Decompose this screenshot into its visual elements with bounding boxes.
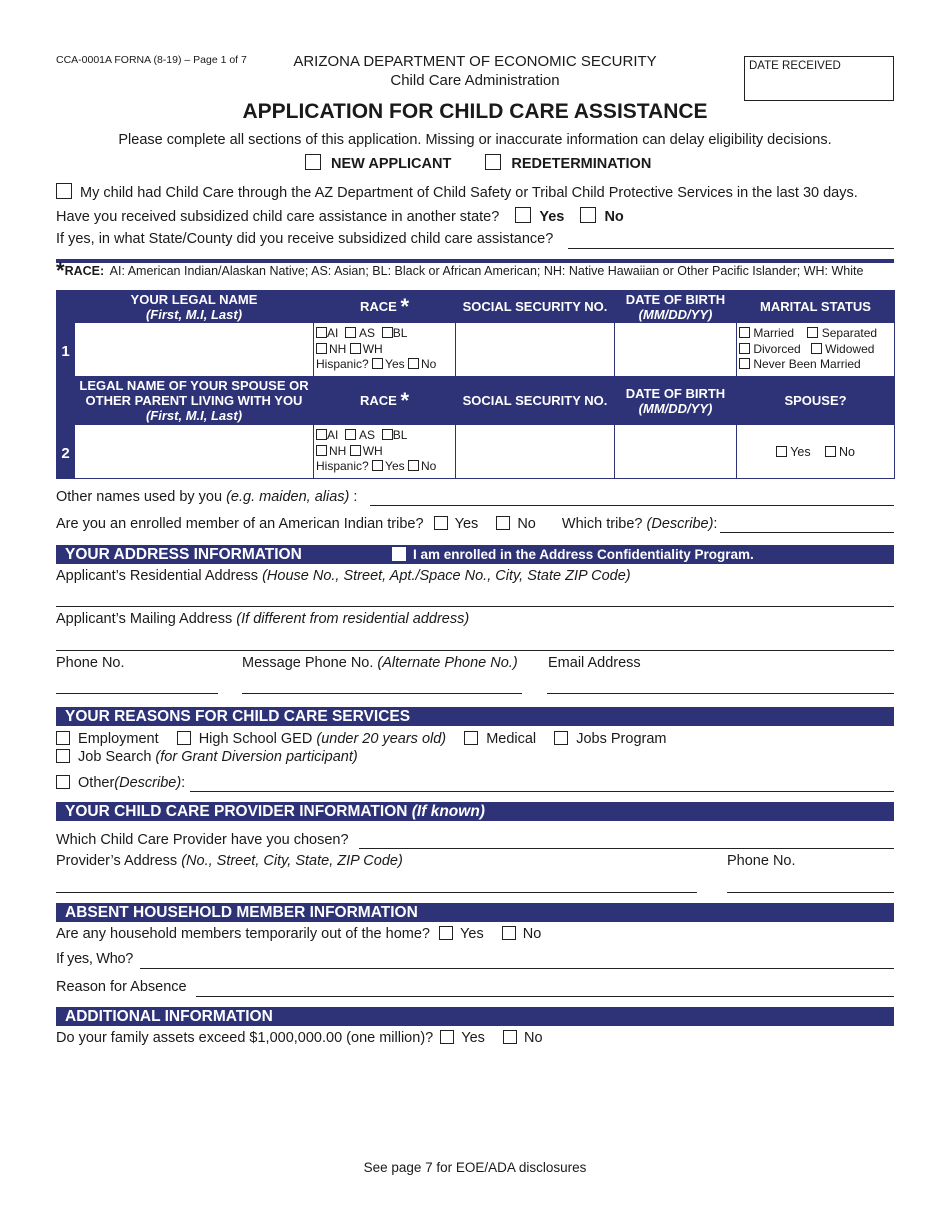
row2-name-input[interactable]: [75, 425, 314, 479]
absent-band: ABSENT HOUSEHOLD MEMBER INFORMATION: [56, 903, 894, 922]
row2-race-star: *: [400, 388, 410, 413]
residential-address-label: Applicant’s Residential Address: [56, 568, 259, 584]
spouse-no-label: No: [839, 444, 856, 459]
row2-ssn-header: SOCIAL SECURITY NO.: [456, 377, 615, 425]
which-tribe-input[interactable]: [720, 532, 894, 533]
redetermination-checkbox[interactable]: [485, 154, 501, 170]
email-input[interactable]: [547, 693, 894, 694]
provider-address-hint: (No., Street, City, State, ZIP Code): [181, 853, 403, 869]
row2-dob-input[interactable]: [615, 425, 737, 479]
row2-as-label: AS: [359, 428, 376, 442]
jobs-program-checkbox[interactable]: [554, 731, 568, 745]
additional-band: ADDITIONAL INFORMATION: [56, 1007, 894, 1026]
date-received-label: DATE RECEIVED: [749, 60, 841, 72]
reasons-band: YOUR REASONS FOR CHILD CARE SERVICES: [56, 707, 894, 726]
race-legend: [56, 258, 864, 283]
row1-race-header-label: RACE: [359, 299, 397, 314]
other-reason-checkbox[interactable]: [56, 775, 70, 789]
assets-yes-checkbox[interactable]: [440, 1030, 454, 1044]
married-checkbox[interactable]: [739, 327, 750, 338]
row1-dob-header: [615, 291, 737, 323]
row1-ssn-header: SOCIAL SECURITY NO.: [456, 291, 615, 323]
row1-as-checkbox[interactable]: [345, 327, 356, 338]
other-state-question: Have you received subsidized child care assistance in another state?: [56, 209, 500, 225]
row2-name-header-label: LEGAL NAME OF YOUR SPOUSE OR OTHER PARENT LIVING WITH YOU: [79, 378, 309, 408]
absent-no-checkbox[interactable]: [502, 926, 516, 940]
row2-number-cell: [57, 377, 75, 479]
dcs-row: [56, 183, 858, 201]
employment-checkbox[interactable]: [56, 731, 70, 745]
other-names-label: Other names used by you: [56, 489, 223, 505]
tribe-yes-label: Yes: [454, 516, 479, 532]
medical-checkbox[interactable]: [464, 731, 478, 745]
row1-number: 1: [61, 343, 70, 360]
row2-spouse-header: SPOUSE?: [737, 377, 895, 425]
tribe-yes-checkbox[interactable]: [434, 516, 448, 530]
row1-dob-header-label: DATE OF BIRTH: [625, 291, 726, 307]
row1-data: [57, 323, 895, 377]
mailing-address-label: Applicant’s Mailing Address: [56, 611, 233, 627]
row2-as-checkbox[interactable]: [345, 429, 356, 440]
row1-wh-checkbox[interactable]: [350, 343, 361, 354]
row2-spouse-options: [737, 425, 895, 479]
row2-hispanic-yes-checkbox[interactable]: [372, 460, 383, 471]
job-search-checkbox[interactable]: [56, 749, 70, 763]
tribe-row: [56, 516, 717, 532]
other-state-row: [56, 207, 624, 225]
row2-dob-header-label: DATE OF BIRTH: [625, 385, 726, 401]
row2-dob-header: [615, 377, 737, 425]
medical-label: Medical: [486, 731, 537, 747]
row1-bl-checkbox[interactable]: [382, 327, 393, 338]
state-county-question: If yes, in what State/County did you receive subsidized child care assistance?: [56, 231, 554, 247]
agency-name: ARIZONA DEPARTMENT OF ECONOMIC SECURITY: [293, 53, 657, 70]
provider-which-input[interactable]: [359, 848, 894, 849]
row1-marital-header: MARITAL STATUS: [737, 291, 895, 323]
other-reason-input[interactable]: [190, 791, 894, 792]
division-name: Child Care Administration: [390, 72, 560, 89]
row1-race-header: [314, 291, 456, 323]
row1-dob-header-sub: (MM/DD/YY): [638, 306, 713, 322]
job-search-label: Job Search: [78, 749, 152, 765]
separated-label: Separated: [821, 326, 878, 340]
phone-input[interactable]: [56, 693, 218, 694]
absent-reason-label: Reason for Absence: [56, 979, 187, 995]
ged-label: High School GED: [198, 731, 313, 747]
row2-nh-checkbox[interactable]: [316, 445, 327, 456]
row2-ai-checkbox[interactable]: [316, 429, 327, 440]
row2-bl-checkbox[interactable]: [382, 429, 393, 440]
household-table: [56, 290, 895, 479]
other-names-row: [56, 489, 357, 505]
row1-name-input[interactable]: [75, 323, 314, 377]
job-search-hint: (for Grant Diversion participant): [155, 749, 358, 765]
row2-hispanic-label: Hispanic?: [316, 459, 369, 473]
row2-hispanic-no-checkbox[interactable]: [408, 460, 419, 471]
row1-hispanic-label: Hispanic?: [316, 357, 369, 371]
message-phone-row: [242, 655, 518, 671]
provider-address-input[interactable]: [56, 892, 697, 893]
row1-as-label: AS: [359, 326, 376, 340]
state-county-input[interactable]: [568, 248, 894, 249]
row1-hispanic-no-label: No: [420, 357, 437, 371]
jobs-program-label: Jobs Program: [576, 731, 667, 747]
row1-hispanic-yes-label: Yes: [385, 357, 405, 371]
row1-nh-label: NH: [329, 341, 347, 356]
form-code: CCA-0001A FORNA (8-19) – Page 1 of 7: [56, 54, 247, 66]
row2-data: [57, 425, 895, 479]
absent-reason-input[interactable]: [196, 996, 894, 997]
tribe-no-checkbox[interactable]: [496, 516, 510, 530]
new-applicant-checkbox[interactable]: [305, 154, 321, 170]
reasons-row-3: [56, 775, 185, 791]
other-state-yes-label: Yes: [539, 209, 565, 225]
residential-address-input[interactable]: [56, 606, 894, 607]
provider-band-hint: (If known): [411, 803, 485, 820]
which-tribe-label: Which tribe?: [561, 516, 643, 532]
other-reason-hint: (Describe): [114, 775, 182, 791]
assets-row: [56, 1030, 543, 1046]
acp-label: I am enrolled in the Address Confidentiality Program.: [413, 547, 754, 562]
row2-name-header: [75, 377, 314, 425]
absent-question-row: [56, 926, 541, 942]
assets-question: Do your family assets exceed $1,000,000.00 (one million)?: [56, 1030, 434, 1046]
footer-note: See page 7 for EOE/ADA disclosures: [363, 1160, 587, 1175]
absent-who-input[interactable]: [140, 968, 894, 969]
race-legend-label: RACE:: [64, 264, 105, 278]
ged-hint: (under 20 years old): [316, 731, 447, 747]
provider-address-row: [56, 853, 403, 869]
row2-race-header: [314, 377, 456, 425]
page-title: APPLICATION FOR CHILD CARE ASSISTANCE: [242, 100, 708, 123]
other-reason-colon: :: [181, 775, 186, 791]
row1-name-header: [75, 291, 314, 323]
message-phone-input[interactable]: [242, 693, 522, 694]
row1-race-star: *: [400, 294, 410, 319]
reasons-row-2: [56, 749, 358, 765]
row1-name-header-sub: (First, M.I, Last): [145, 306, 243, 322]
row2-hispanic-no-label: No: [420, 459, 437, 473]
other-reason-label: Other: [78, 775, 115, 791]
other-names-hint: (e.g. maiden, alias): [226, 489, 350, 505]
row1-ai-label: AI: [327, 326, 339, 340]
tribe-question: Are you an enrolled member of an American Indian tribe?: [56, 516, 424, 532]
employment-label: Employment: [78, 731, 159, 747]
mailing-address-input[interactable]: [56, 650, 894, 651]
spouse-no-checkbox[interactable]: [825, 446, 836, 457]
message-phone-hint: (Alternate Phone No.): [377, 655, 518, 671]
divorced-checkbox[interactable]: [739, 343, 750, 354]
provider-which-label: Which Child Care Provider have you chosen?: [56, 832, 349, 848]
which-tribe-colon: :: [713, 516, 718, 532]
other-state-no-checkbox[interactable]: [580, 207, 596, 223]
row2-race-header-label: RACE: [359, 393, 397, 408]
assets-yes-label: Yes: [461, 1030, 485, 1046]
row1-dob-input[interactable]: [615, 323, 737, 377]
row1-ai-checkbox[interactable]: [316, 327, 327, 338]
absent-who-label: If yes, Who?: [56, 951, 133, 967]
row2-ssn-input[interactable]: [456, 425, 615, 479]
instructions: Please complete all sections of this application. Missing or inaccurate information can delay eligibility decisions.: [118, 132, 832, 148]
row2-header: [57, 377, 895, 425]
redetermination-label: REDETERMINATION: [511, 156, 652, 172]
provider-address-label: Provider’s Address: [56, 853, 178, 869]
race-legend-text: AI: American Indian/Alaskan Native; AS: Asian; BL: Black or African American; NH: Native Hawaiian or Other Pacific Islander; WH: White: [109, 264, 864, 278]
row2-dob-header-sub: (MM/DD/YY): [638, 400, 713, 416]
row2-hispanic-yes-label: Yes: [385, 459, 405, 473]
married-label: Married: [753, 326, 795, 340]
spouse-yes-checkbox[interactable]: [776, 446, 787, 457]
absent-question: Are any household members temporarily out of the home?: [56, 926, 430, 942]
absent-yes-checkbox[interactable]: [439, 926, 453, 940]
row2-wh-checkbox[interactable]: [350, 445, 361, 456]
row2-race-options: [314, 425, 456, 479]
other-state-yes-checkbox[interactable]: [515, 207, 531, 223]
divider: [56, 259, 894, 263]
row1-hispanic-yes-checkbox[interactable]: [372, 358, 383, 369]
mailing-address-hint: (If different from residential address): [236, 611, 470, 627]
phone-label: Phone No.: [56, 655, 125, 671]
message-phone-label: Message Phone No.: [242, 655, 374, 671]
row1-marital-options: [737, 323, 895, 377]
row1-wh-label: WH: [362, 341, 383, 356]
divorced-label: Divorced: [753, 341, 801, 356]
date-received-box[interactable]: [744, 56, 894, 101]
assets-no-checkbox[interactable]: [503, 1030, 517, 1044]
residential-address-row: [56, 568, 631, 584]
email-label: Email Address: [548, 655, 641, 671]
provider-band-title: YOUR CHILD CARE PROVIDER INFORMATION: [65, 803, 408, 820]
row1-name-header-label: YOUR LEGAL NAME: [130, 291, 258, 307]
reasons-row-1: [56, 731, 666, 747]
spouse-yes-label: Yes: [790, 444, 811, 459]
row2-ai-label: AI: [327, 428, 339, 442]
applicant-type: [305, 154, 651, 172]
new-applicant-label: NEW APPLICANT: [331, 156, 452, 172]
address-band-title: YOUR ADDRESS INFORMATION: [65, 546, 302, 563]
row2-number: 2: [61, 445, 70, 462]
never-married-label: Never Been Married: [753, 357, 861, 371]
row1-header: [57, 291, 895, 323]
row2-bl-label: BL: [392, 428, 408, 442]
row2-wh-label: WH: [362, 443, 383, 458]
absent-yes-label: Yes: [460, 926, 484, 942]
row1-race-options: [314, 323, 456, 377]
widowed-label: Widowed: [825, 341, 875, 356]
row2-name-header-sub: (First, M.I, Last): [145, 408, 243, 423]
ged-checkbox[interactable]: [177, 731, 191, 745]
row1-nh-checkbox[interactable]: [316, 343, 327, 354]
dcs-checkbox[interactable]: [56, 183, 72, 199]
assets-no-label: No: [524, 1030, 543, 1046]
row1-bl-label: BL: [392, 326, 408, 340]
address-band: [56, 545, 894, 564]
row1-number-cell: [57, 291, 75, 377]
dcs-statement: My child had Child Care through the AZ Department of Child Safety or Tribal Child Protective Services in the last 30 days.: [80, 185, 858, 201]
provider-band: [56, 802, 894, 821]
other-names-input[interactable]: [370, 505, 894, 506]
row1-hispanic-no-checkbox[interactable]: [408, 358, 419, 369]
provider-phone-label: Phone No.: [727, 853, 796, 869]
race-star: *: [56, 258, 65, 283]
other-names-colon: :: [353, 489, 358, 505]
which-tribe-hint: (Describe): [646, 516, 714, 532]
tribe-no-label: No: [517, 516, 536, 532]
separated-checkbox[interactable]: [807, 327, 818, 338]
never-married-checkbox[interactable]: [739, 358, 750, 369]
provider-phone-input[interactable]: [727, 892, 894, 893]
mailing-address-row: [56, 611, 469, 627]
other-state-no-label: No: [604, 209, 624, 225]
widowed-checkbox[interactable]: [811, 343, 822, 354]
row2-nh-label: NH: [329, 443, 347, 458]
acp-checkbox[interactable]: [392, 547, 406, 561]
row1-ssn-input[interactable]: [456, 323, 615, 377]
absent-no-label: No: [522, 926, 542, 942]
residential-address-hint: (House No., Street, Apt./Space No., City, State ZIP Code): [262, 568, 631, 584]
